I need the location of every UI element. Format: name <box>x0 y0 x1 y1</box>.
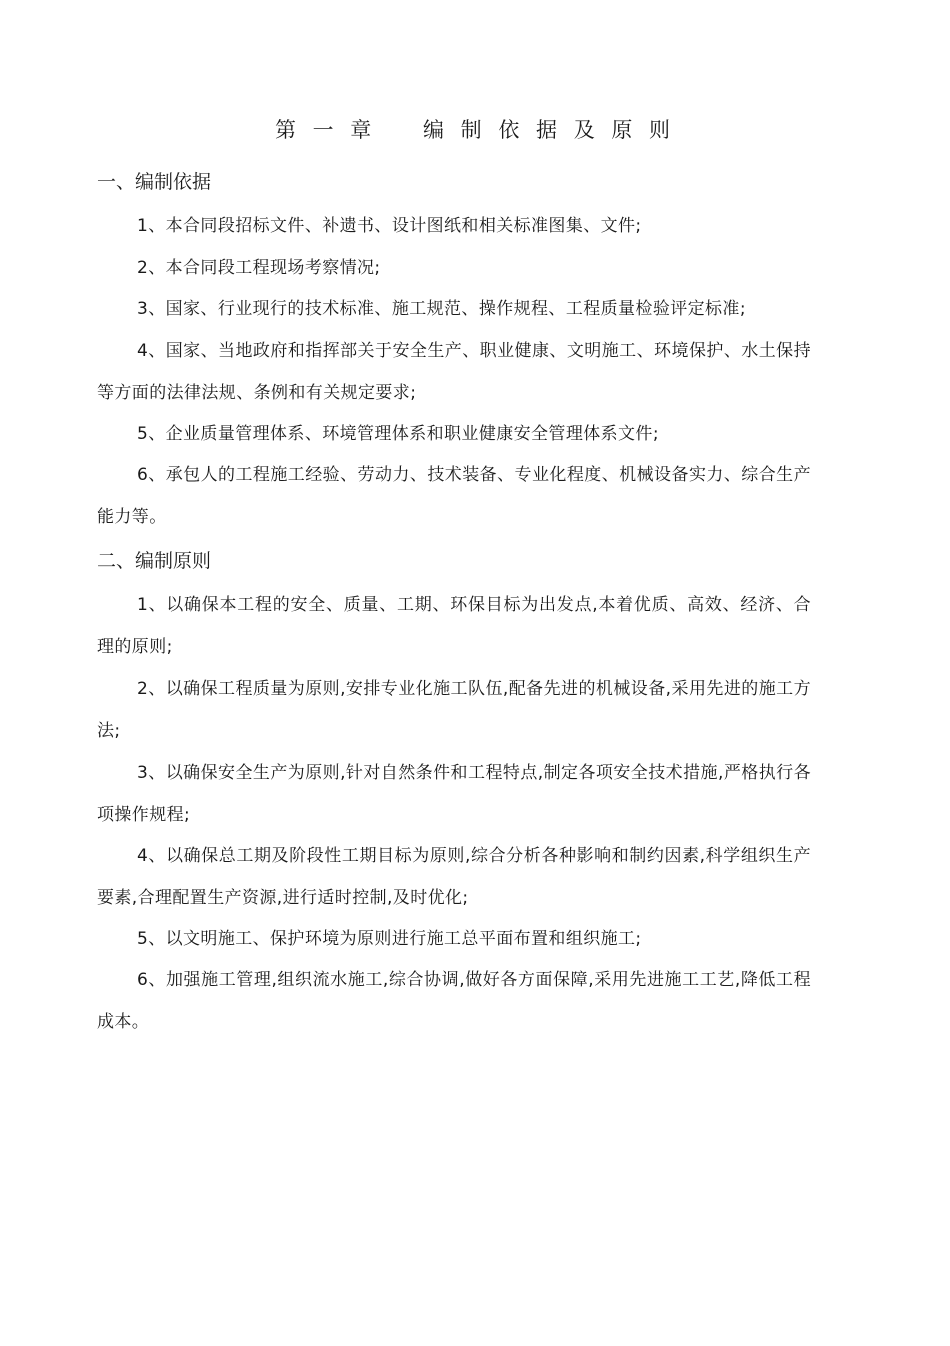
list-item: 6、加强施工管理,组织流水施工,综合协调,做好各方面保障,采用先进施工工艺,降低工程成本。 <box>97 970 811 1032</box>
list-item: 3、国家、行业现行的技术标准、施工规范、操作规程、工程质量检验评定标准; <box>137 299 746 319</box>
chapter-title: 第 一 章 编 制 依 据 及 原 则 <box>274 118 676 142</box>
list-item: 5、企业质量管理体系、环境管理体系和职业健康安全管理体系文件; <box>137 424 659 444</box>
list-item: 5、以文明施工、保护环境为原则进行施工总平面布置和组织施工; <box>137 929 642 949</box>
list-item: 2、本合同段工程现场考察情况; <box>137 258 381 278</box>
section-heading-principles: 二、编制原则 <box>97 550 212 572</box>
list-item: 1、以确保本工程的安全、质量、工期、环保目标为出发点,本着优质、高效、经济、合理的原则; <box>97 595 811 657</box>
list-item: 4、国家、当地政府和指挥部关于安全生产、职业健康、文明施工、环境保护、水土保持等方面的法律法规、条例和有关规定要求; <box>97 341 811 403</box>
list-item: 6、承包人的工程施工经验、劳动力、技术装备、专业化程度、机械设备实力、综合生产能力等。 <box>97 465 811 527</box>
list-item: 4、以确保总工期及阶段性工期目标为原则,综合分析各种影响和制约因素,科学组织生产要素,合理配置生产资源,进行适时控制,及时优化; <box>97 846 811 908</box>
list-item: 3、以确保安全生产为原则,针对自然条件和工程特点,制定各项安全技术措施,严格执行各项操作规程; <box>97 763 811 825</box>
list-item: 2、以确保工程质量为原则,安排专业化施工队伍,配备先进的机械设备,采用先进的施工方法; <box>97 679 811 741</box>
section-heading-basis: 一、编制依据 <box>97 171 212 193</box>
list-item: 1、本合同段招标文件、补遗书、设计图纸和相关标准图集、文件; <box>137 216 642 236</box>
